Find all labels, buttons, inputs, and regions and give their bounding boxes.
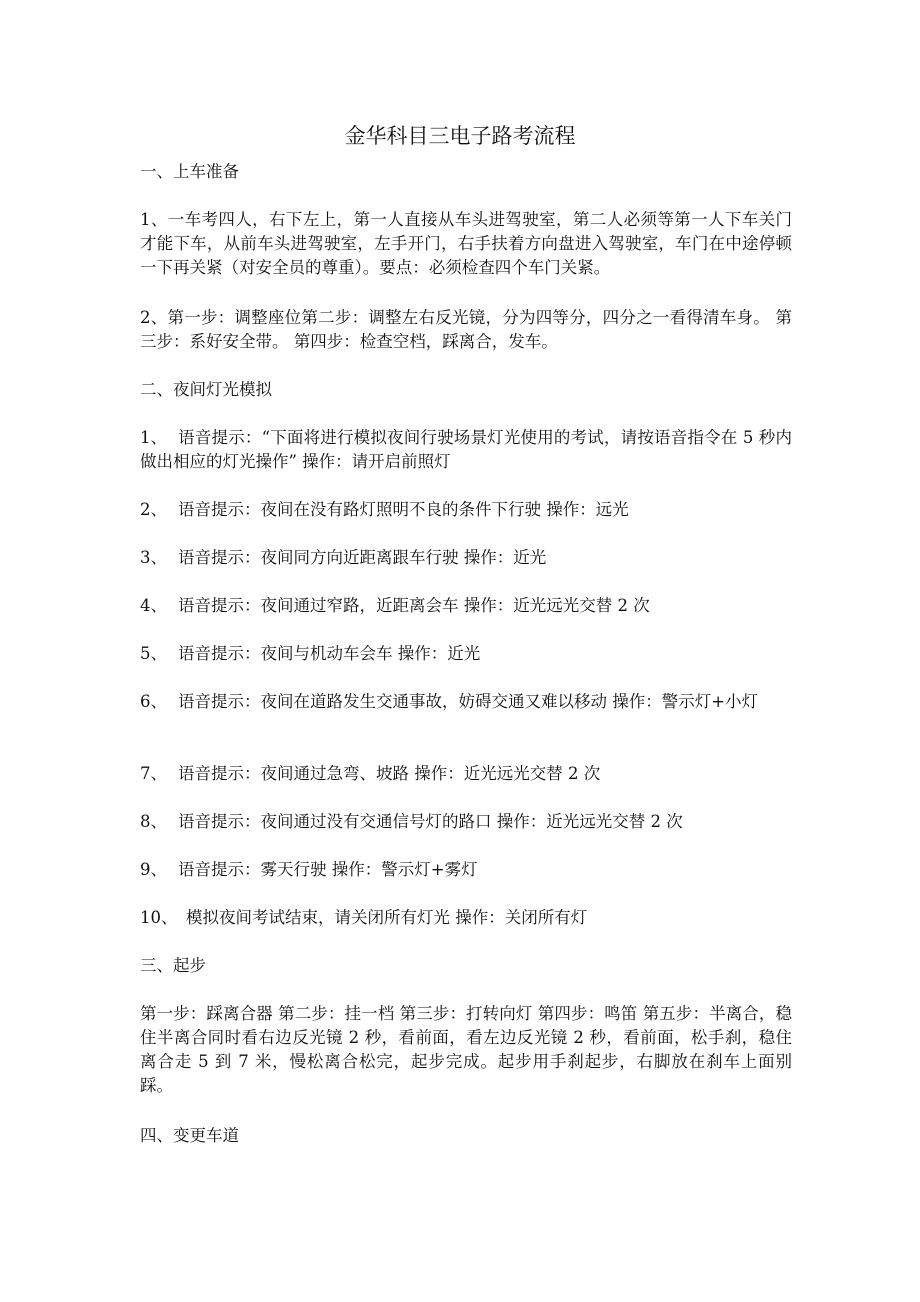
list-item-text: 模拟夜间考试结束，请关闭所有灯光 操作：关闭所有灯 bbox=[186, 908, 588, 927]
section-heading-start-off: 三、起步 bbox=[140, 956, 206, 975]
list-item-number: 1、 bbox=[140, 428, 167, 447]
list-item-text: 语音提示：夜间通过窄路，近距离会车 操作：近光远光交替 2 次 bbox=[178, 596, 650, 615]
list-item-night-9 bbox=[140, 858, 792, 882]
list-item-number: 8、 bbox=[140, 812, 167, 831]
list-item-night-8 bbox=[140, 810, 792, 834]
list-item-night-1 bbox=[140, 426, 792, 474]
section-heading-night-lights: 二、夜间灯光模拟 bbox=[140, 380, 272, 399]
section-heading-boarding: 一、上车准备 bbox=[140, 162, 239, 181]
list-item-night-3 bbox=[140, 546, 792, 570]
list-item-number: 5、 bbox=[140, 644, 167, 663]
list-item-text: 语音提示：“下面将进行模拟夜间行驶场景灯光使用的考试，请按语音指令在 5 秒内做出相应的灯光操作” 操作：请开启前照灯 bbox=[140, 428, 792, 471]
list-item-night-7 bbox=[140, 762, 792, 786]
page-title: 金华科目三电子路考流程 bbox=[344, 124, 576, 148]
list-item-night-2 bbox=[140, 498, 792, 522]
list-item-night-10 bbox=[140, 906, 792, 930]
list-item-text: 语音提示：夜间在道路发生交通事故，妨碍交通又难以移动 操作：警示灯+小灯 bbox=[178, 692, 759, 711]
list-item-text: 语音提示：夜间通过没有交通信号灯的路口 操作：近光远光交替 2 次 bbox=[178, 812, 683, 831]
list-item-number: 6、 bbox=[140, 692, 167, 711]
list-item-number: 2、 bbox=[140, 500, 167, 519]
paragraph-boarding-1: 1、一车考四人，右下左上，第一人直接从车头进驾驶室，第二人必须等第一人下车关门才能下车，从前车头进驾驶室，左手开门，右手扶着方向盘进入驾驶室，车门在中途停顿一下再关紧（对安全员的尊重）。要点：必须检查四个车门关紧。 bbox=[140, 210, 792, 277]
section-heading-lane-change: 四、变更车道 bbox=[140, 1126, 239, 1145]
list-item-text: 语音提示：夜间与机动车会车 操作：近光 bbox=[178, 644, 481, 663]
list-item-number: 9、 bbox=[140, 860, 167, 879]
list-item-text: 语音提示：夜间在没有路灯照明不良的条件下行驶 操作：远光 bbox=[178, 500, 629, 519]
list-item-number: 3、 bbox=[140, 548, 167, 567]
list-item-text: 语音提示：夜间同方向近距离跟车行驶 操作：近光 bbox=[178, 548, 547, 567]
list-item-number: 4、 bbox=[140, 596, 167, 615]
list-item-night-4 bbox=[140, 594, 792, 618]
list-item-number: 10、 bbox=[140, 908, 178, 927]
paragraph-start-off: 第一步：踩离合器 第二步：挂一档 第三步：打转向灯 第四步：鸣笛 第五步：半离合，稳住半离合同时看右边反光镜 2 秒，看前面，看左边反光镜 2 秒，看前面，松手刹，稳住离合走 5 到 7 米，慢松离合松完，起步完成。起步用手刹起步，右脚放在刹车上面别踩。 bbox=[140, 1004, 792, 1095]
paragraph-boarding-2: 2、第一步：调整座位第二步：调整左右反光镜，分为四等分，四分之一看得清车身。 第三步：系好安全带。 第四步：检查空档，踩离合，发车。 bbox=[140, 308, 792, 351]
list-item-text: 语音提示：夜间通过急弯、坡路 操作：近光远光交替 2 次 bbox=[178, 764, 601, 783]
list-item-night-6 bbox=[140, 690, 792, 714]
list-item-night-5 bbox=[140, 642, 792, 666]
list-item-text: 语音提示：雾天行驶 操作：警示灯+雾灯 bbox=[178, 860, 478, 879]
list-item-number: 7、 bbox=[140, 764, 167, 783]
